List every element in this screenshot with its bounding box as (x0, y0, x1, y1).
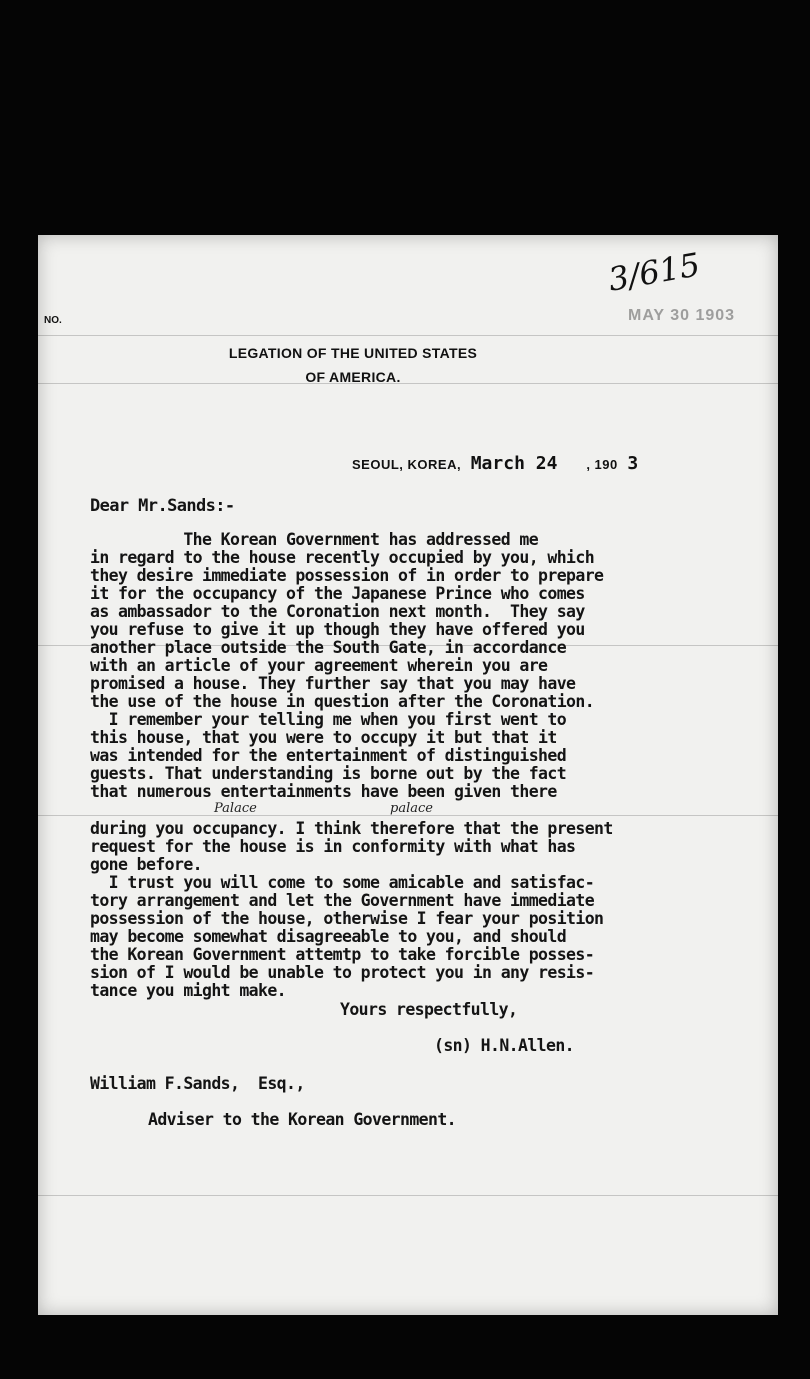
body-line: The Korean Government has addressed me (90, 530, 539, 549)
handwritten-annotation-palace: Palace (214, 801, 257, 816)
body-line: as ambassador to the Coronation next month. They say (90, 602, 585, 621)
body-line: in regard to the house recently occupied by you, which (90, 548, 595, 567)
body-line: promised a house. They further say that you may have (90, 674, 576, 693)
body-line: the Korean Government attemtp to take forcible posses- (90, 945, 595, 964)
body-line: sion of I would be unable to protect you in any resis- (90, 963, 595, 982)
body-line: gone before. (90, 855, 203, 874)
body-line: I trust you will come to some amicable and satisfac- (90, 873, 595, 892)
body-line: during you occupancy. I think therefore that the present (90, 819, 613, 838)
addressee-name: William F.Sands, Esq., (90, 1074, 305, 1093)
salutation: Dear Mr.Sands:- (90, 496, 235, 516)
handwritten-annotation-palace: palace (390, 801, 433, 816)
body-line: tory arrangement and let the Government have immediate (90, 891, 595, 910)
dateline-place: SEOUL, KOREA, (352, 457, 462, 472)
body-line: you refuse to give it up though they have offered you (90, 620, 585, 639)
body-line: tance you might make. (90, 981, 287, 1000)
body-line: the use of the house in question after the Coronation. (90, 692, 595, 711)
body-line: guests. That understanding is borne out by the fact (90, 764, 567, 783)
dateline-year-prefix: , 190 (586, 457, 618, 472)
body-line: may become somewhat disagreeable to you, and should (90, 927, 567, 946)
body-line: with an article of your agreement wherein you are (90, 656, 548, 675)
signature: (sn) H.N.Allen. (434, 1036, 575, 1055)
body-line: this house, that you were to occupy it but that it (90, 728, 557, 747)
divider-line (38, 335, 778, 336)
file-number: 3/615 (605, 245, 703, 299)
body-line: was intended for the entertainment of distinguished (90, 746, 567, 765)
body-line: that numerous entertainments have been given there (90, 782, 557, 801)
no-label: NO. (44, 315, 62, 326)
letterhead-line: LEGATION OF THE UNITED STATES (228, 345, 478, 361)
closing: Yours respectfully, (340, 1000, 518, 1019)
letterhead (198, 341, 508, 389)
body-line: they desire immediate possession of in order to prepare (90, 566, 604, 585)
letterhead-line: OF AMERICA. (305, 369, 401, 385)
body-line: possession of the house, otherwise I fear your position (90, 909, 604, 928)
dateline (352, 453, 638, 474)
dateline-date: March 24 (470, 453, 558, 474)
body-line: request for the house is in conformity with what has (90, 837, 576, 856)
letter-page (38, 235, 778, 1315)
body-line: it for the occupancy of the Japanese Prince who comes (90, 584, 585, 603)
body-line: I remember your telling me when you first went to (90, 710, 567, 729)
addressee-title: Adviser to the Korean Government. (148, 1110, 457, 1129)
divider-line (38, 1195, 778, 1196)
dateline-year-digit: 3 (627, 453, 639, 474)
body-line: another place outside the South Gate, in accordance (90, 638, 567, 657)
received-stamp: MAY 30 1903 (628, 307, 736, 324)
